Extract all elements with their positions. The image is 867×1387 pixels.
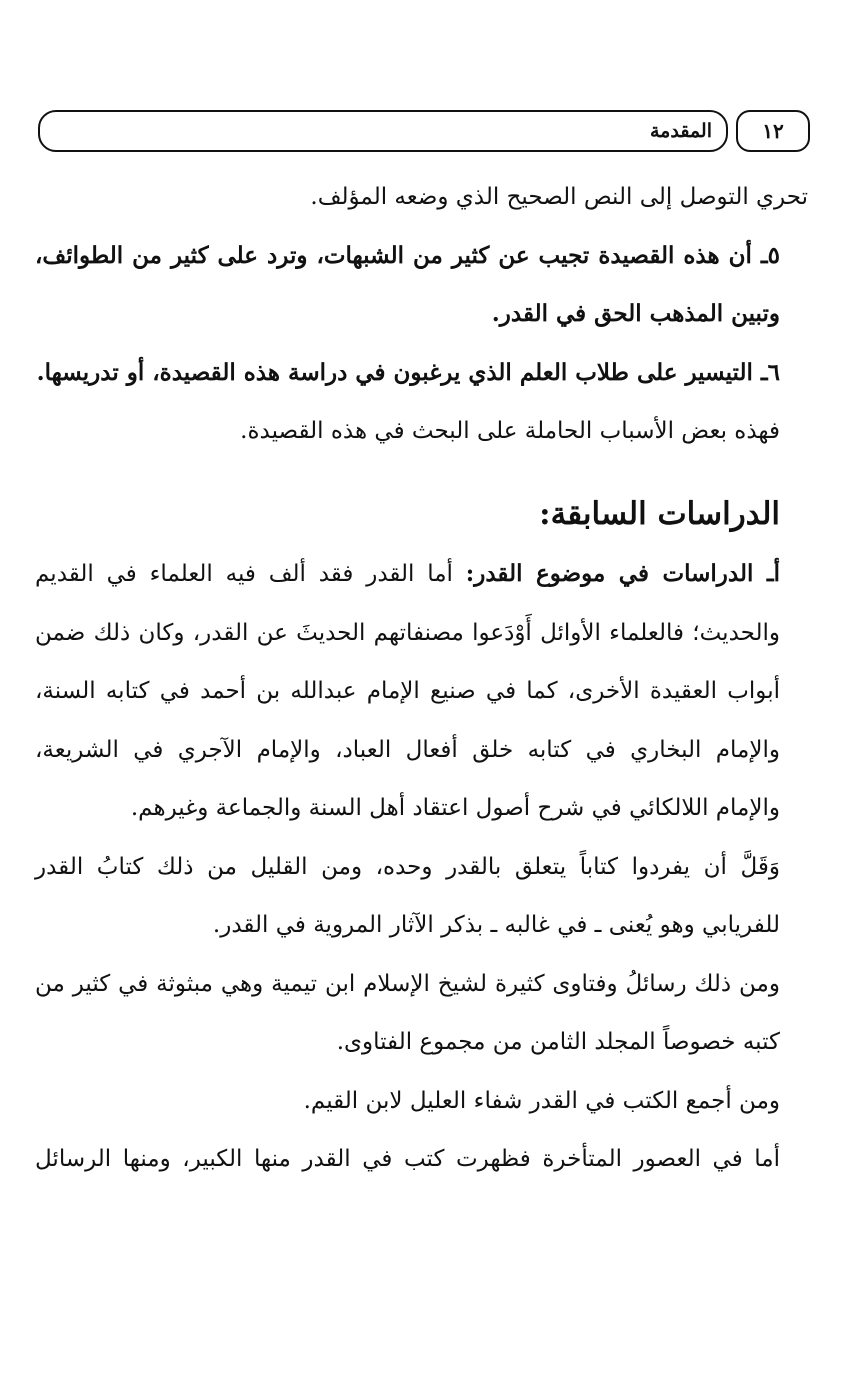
paragraph: فهذه بعض الأسباب الحاملة على البحث في هذه القصيدة. bbox=[240, 418, 780, 444]
section-heading: الدراسات السابقة: bbox=[539, 495, 780, 532]
list-item-5: ٥ـ أن هذه القصيدة تجيب عن كثير من الشبهات، وترد على كثير من الطوائف، وتبين المذهب الحق في القدر. bbox=[35, 241, 780, 327]
paragraph: ومن أجمع الكتب في القدر شفاء العليل لابن القيم. bbox=[303, 1087, 780, 1114]
chapter-title-box bbox=[38, 110, 728, 152]
page-header bbox=[38, 110, 810, 154]
paragraph bbox=[35, 545, 808, 838]
subsection-heading: أـ الدراسات في موضوع القدر: bbox=[465, 560, 781, 587]
paragraph: أما في العصور المتأخرة فظهرت كتب في القدر منها الكبير، ومنها الرسائل bbox=[35, 1146, 780, 1172]
paragraph: تحري التوصل إلى النص الصحيح الذي وضعه المؤلف. bbox=[310, 184, 808, 210]
chapter-title: المقدمة bbox=[649, 120, 712, 142]
list-item-6: ٦ـ التيسير على طلاب العلم الذي يرغبون في دراسة هذه القصيدة، أو تدريسها. bbox=[36, 358, 780, 386]
page-body bbox=[35, 168, 808, 1189]
paragraph: ومن ذلك رسائلُ وفتاوى كثيرة لشيخ الإسلام ابن تيمية وهي مبثوثة في كثير من كتبه خصوصاً المجلد الثامن من مجموع الفتاوى. bbox=[35, 970, 780, 1055]
page-number: ١٢ bbox=[736, 110, 810, 152]
paragraph-text: أما القدر فقد ألف فيه العلماء في القديم والحديث؛ فالعلماء الأوائل أَوْدَعوا مصنفاتهم الحديثَ عن القدر، وكان ذلك ضمن أبواب العقيدة الأخرى، كما في صنيع الإمام عبدالله بن أحمد في كتابه السنة، والإمام البخاري في كتابه خلق أفعال العباد، والإمام الآجري في الشريعة، والإمام اللالكائي في شرح أصول اعتقاد أهل السنة والجماعة وغيرهم. bbox=[35, 561, 780, 821]
paragraph: وَقَلَّ أن يفردوا كتاباً يتعلق بالقدر وحده، ومن القليل من ذلك كتابُ القدر للفريابي وهو يُعنى ـ في غالبه ـ بذكر الآثار المروية في القدر. bbox=[35, 853, 780, 938]
